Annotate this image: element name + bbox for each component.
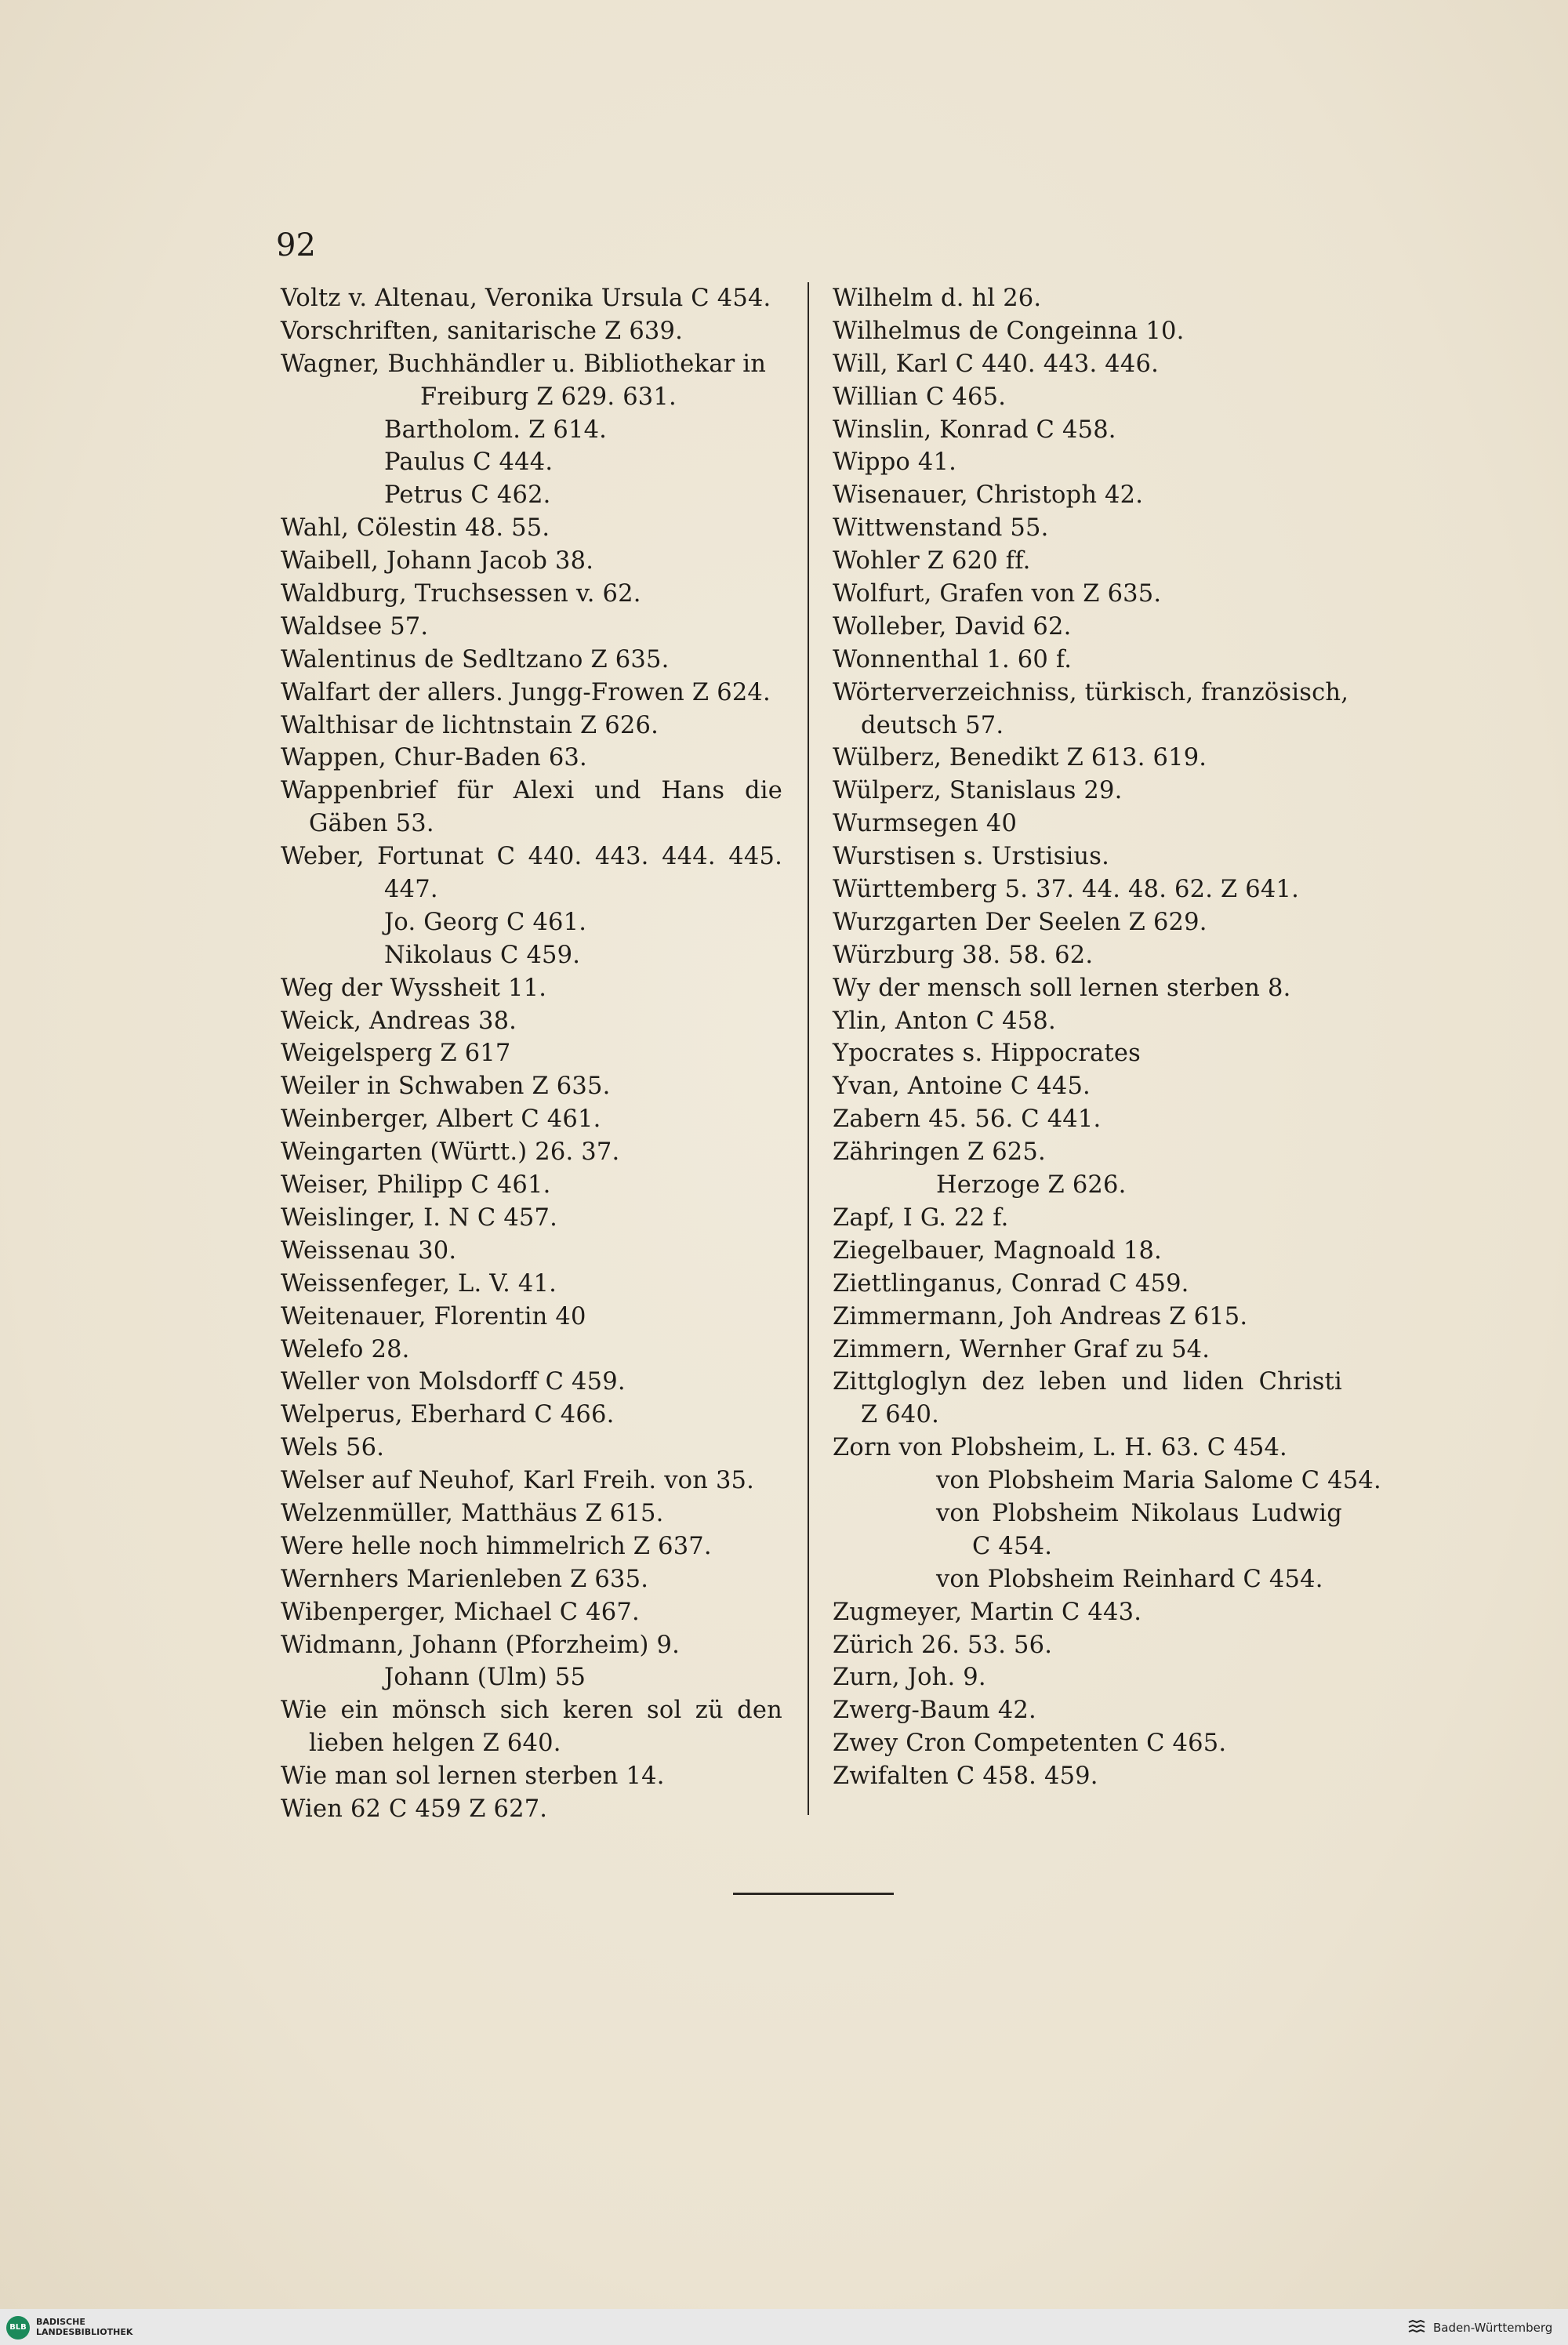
index-entry: Wolfurt, Grafen von Z 635. bbox=[833, 580, 1162, 608]
index-entry: Wörterverzeichniss, türkisch, französisch, bbox=[833, 678, 1349, 706]
index-entry-word: Plobsheim bbox=[992, 1499, 1120, 1527]
index-entry: Wagner, Buchhändler u. Bibliothekar in bbox=[281, 350, 767, 378]
index-entry-word: Christi bbox=[1258, 1368, 1342, 1396]
index-entry: Wurstisen s. Urstisius. bbox=[833, 843, 1110, 871]
index-entry-word: mönsch bbox=[391, 1697, 487, 1725]
index-entry: Weg der Wyssheit 11. bbox=[281, 974, 547, 1002]
index-entry-word: und bbox=[1121, 1368, 1168, 1396]
index-entry: Wurmsegen 40 bbox=[833, 810, 1018, 838]
index-entry: Weigelsperg Z 617 bbox=[281, 1040, 511, 1068]
index-entry: Voltz v. Altenau, Veronika Ursula C 454. bbox=[281, 285, 771, 312]
index-entry: Freiburg Z 629. 631. bbox=[420, 383, 677, 411]
index-entry: Weick, Andreas 38. bbox=[281, 1007, 517, 1035]
index-entry-word: Fortunat bbox=[377, 843, 485, 871]
library-name-line2: LANDESBIBLIOTHEK bbox=[36, 2327, 133, 2337]
index-entry-word: Ludwig bbox=[1250, 1499, 1342, 1527]
library-name bbox=[36, 2317, 132, 2337]
index-entry-word: Hans bbox=[661, 777, 725, 805]
index-entry: Waibell, Johann Jacob 38. bbox=[281, 547, 594, 575]
index-entry: Winslin, Konrad C 458. bbox=[833, 416, 1116, 444]
index-entry: Wien 62 C 459 Z 627. bbox=[281, 1795, 548, 1823]
index-entry: Wy der mensch soll lernen sterben 8. bbox=[833, 974, 1291, 1002]
index-entry-word: Weber, bbox=[281, 843, 365, 871]
index-entry: Petrus C 462. bbox=[384, 481, 551, 510]
index-entry: Wolleber, David 62. bbox=[833, 612, 1072, 641]
index-entry: Will, Karl C 440. 443. 446. bbox=[833, 350, 1160, 378]
index-entry: Zürich 26. 53. 56. bbox=[833, 1631, 1053, 1659]
index-entry-word: Alexi bbox=[513, 777, 575, 805]
index-entry: Zabern 45. 56. C 441. bbox=[833, 1105, 1102, 1134]
index-entry: Zimmermann, Joh Andreas Z 615. bbox=[833, 1302, 1248, 1330]
page-number: 92 bbox=[276, 227, 316, 263]
index-entry: Wappen, Chur-Baden 63. bbox=[281, 744, 587, 772]
index-entry: Wahl, Cölestin 48. 55. bbox=[281, 514, 550, 543]
index-entry: Weissenfeger, L. V. 41. bbox=[281, 1269, 557, 1298]
index-entry: Welperus, Eberhard C 466. bbox=[281, 1401, 615, 1429]
index-entry: Vorschriften, sanitarische Z 639. bbox=[281, 317, 684, 345]
index-entry: Nikolaus C 459. bbox=[384, 941, 581, 969]
index-entry-word: Zittgloglyn bbox=[833, 1368, 967, 1396]
index-entry: Weinberger, Albert C 461. bbox=[281, 1105, 601, 1134]
index-entry: Ylin, Anton C 458. bbox=[833, 1007, 1056, 1035]
index-entry: Ypocrates s. Hippocrates bbox=[833, 1040, 1141, 1068]
index-entry: Zimmern, Wernher Graf zu 54. bbox=[833, 1335, 1210, 1363]
index-entry-word: den bbox=[737, 1697, 782, 1725]
index-entry: Wonnenthal 1. 60 f. bbox=[833, 645, 1073, 673]
index-entry: Welser auf Neuhof, Karl Freih. von 35. bbox=[281, 1467, 755, 1495]
index-entry: Welefo 28. bbox=[281, 1335, 410, 1363]
index-entry: Ziettlinganus, Conrad C 459. bbox=[833, 1269, 1189, 1298]
index-entry: Were helle noch himmelrich Z 637. bbox=[281, 1532, 712, 1560]
state-label[interactable]: Baden-Württemberg bbox=[1433, 2321, 1553, 2335]
index-entry: Walthisar de lichtnstain Z 626. bbox=[281, 711, 659, 739]
index-entry-word: ein bbox=[340, 1697, 379, 1725]
index-entry: Wilhelmus de Congeinna 10. bbox=[833, 317, 1185, 345]
index-entry: Wibenperger, Michael C 467. bbox=[281, 1598, 640, 1626]
index-entry: Wilhelm d. hl 26. bbox=[833, 285, 1042, 312]
index-entry: Weller von Molsdorff C 459. bbox=[281, 1368, 626, 1396]
index-entry: Wisenauer, Christoph 42. bbox=[833, 481, 1144, 510]
index-entry bbox=[833, 1497, 1342, 1530]
viewer-footer bbox=[0, 2309, 1568, 2345]
index-entry-word: dez bbox=[982, 1368, 1025, 1396]
index-entry: von Plobsheim Reinhard C 454. bbox=[936, 1565, 1323, 1593]
index-entry: Weislinger, I. N C 457. bbox=[281, 1203, 558, 1232]
index-entry: Yvan, Antoine C 445. bbox=[833, 1073, 1091, 1101]
index-entry-word: leben bbox=[1039, 1368, 1107, 1396]
index-entry: Bartholom. Z 614. bbox=[384, 416, 608, 444]
index-entry: Widmann, Johann (Pforzheim) 9. bbox=[281, 1631, 681, 1659]
index-entry: Ziegelbauer, Magnoald 18. bbox=[833, 1236, 1162, 1265]
end-rule bbox=[733, 1893, 894, 1895]
index-entry: Wohler Z 620 ff. bbox=[833, 547, 1031, 575]
index-entry: Gäben 53. bbox=[309, 810, 434, 838]
coat-of-arms-icon bbox=[1406, 2318, 1427, 2337]
index-entry: Walentinus de Sedltzano Z 635. bbox=[281, 645, 670, 673]
index-entry-word: C bbox=[496, 843, 516, 871]
index-entry bbox=[281, 840, 782, 873]
index-column-right bbox=[833, 282, 1381, 1793]
index-entry: Weiler in Schwaben Z 635. bbox=[281, 1073, 611, 1101]
index-entry: Waldsee 57. bbox=[281, 612, 429, 641]
index-entry-word: Wie bbox=[281, 1697, 328, 1725]
index-entry: Zurn, Joh. 9. bbox=[833, 1664, 986, 1692]
index-entry: Zähringen Z 625. bbox=[833, 1138, 1046, 1167]
index-entry-word: Wappenbrief bbox=[281, 777, 437, 805]
index-entry: Welzenmüller, Matthäus Z 615. bbox=[281, 1499, 664, 1527]
index-entry-word: keren bbox=[562, 1697, 633, 1725]
index-entry: Wie man sol lernen sterben 14. bbox=[281, 1762, 665, 1791]
index-entry-word: sol bbox=[647, 1697, 682, 1725]
blb-logo-icon[interactable]: BLB bbox=[6, 2316, 30, 2340]
index-entry: Waldburg, Truchsessen v. 62. bbox=[281, 580, 641, 608]
index-entry-word: Nikolaus bbox=[1131, 1499, 1240, 1527]
index-entry: Walfart der allers. Jungg-Frowen Z 624. bbox=[281, 678, 771, 706]
index-entry: Z 640. bbox=[861, 1401, 939, 1429]
library-name-line1: BADISCHE bbox=[36, 2317, 85, 2327]
index-entry-word: 440. bbox=[528, 843, 583, 871]
index-entry: Johann (Ulm) 55 bbox=[384, 1664, 586, 1692]
index-entry: Zwifalten C 458. 459. bbox=[833, 1762, 1098, 1791]
index-entry: deutsch 57. bbox=[861, 711, 1004, 739]
index-entry-word: 445. bbox=[728, 843, 782, 871]
index-entry: von Plobsheim Maria Salome C 454. bbox=[936, 1467, 1381, 1495]
index-entry: Weiser, Philipp C 461. bbox=[281, 1171, 551, 1200]
index-entry-word: für bbox=[456, 777, 493, 805]
index-entry: Wels 56. bbox=[281, 1434, 385, 1462]
index-entry-word: liden bbox=[1182, 1368, 1244, 1396]
index-entry: Willian C 465. bbox=[833, 383, 1007, 411]
index-entry-word: sich bbox=[499, 1697, 550, 1725]
index-entry: Paulus C 444. bbox=[384, 448, 554, 477]
index-entry: Weitenauer, Florentin 40 bbox=[281, 1302, 586, 1330]
index-entry: lieben helgen Z 640. bbox=[309, 1730, 561, 1758]
index-entry: Zugmeyer, Martin C 443. bbox=[833, 1598, 1142, 1626]
index-entry: Herzoge Z 626. bbox=[936, 1171, 1127, 1200]
index-entry: Wülberz, Benedikt Z 613. 619. bbox=[833, 744, 1207, 772]
index-column-left bbox=[281, 282, 782, 1826]
index-entry-word: 443. bbox=[594, 843, 649, 871]
index-entry-word: und bbox=[594, 777, 641, 805]
index-entry: Weingarten (Württ.) 26. 37. bbox=[281, 1138, 620, 1167]
index-entry: Württemberg 5. 37. 44. 48. 62. Z 641. bbox=[833, 876, 1299, 904]
index-entry: Zwey Cron Competenten C 465. bbox=[833, 1730, 1227, 1758]
index-entry-word: von bbox=[936, 1499, 980, 1527]
index-entry-word: 444. bbox=[662, 843, 716, 871]
index-entry: Wittwenstand 55. bbox=[833, 514, 1049, 543]
index-entry bbox=[281, 1694, 782, 1727]
index-entry: Wippo 41. bbox=[833, 448, 956, 477]
index-entry-word: zü bbox=[695, 1697, 724, 1725]
index-entry: C 454. bbox=[972, 1532, 1053, 1560]
index-entry: Zapf, I G. 22 f. bbox=[833, 1203, 1009, 1232]
index-entry: 447. bbox=[384, 876, 438, 904]
index-entry: Weissenau 30. bbox=[281, 1236, 457, 1265]
index-entry-word: die bbox=[745, 777, 782, 805]
index-entry: Zorn von Plobsheim, L. H. 63. C 454. bbox=[833, 1434, 1287, 1462]
index-entry: Jo. Georg C 461. bbox=[384, 908, 587, 936]
index-entry: Würzburg 38. 58. 62. bbox=[833, 941, 1094, 969]
index-entry bbox=[833, 1366, 1342, 1399]
index-entry: Wülperz, Stanislaus 29. bbox=[833, 777, 1123, 805]
index-entry: Zwerg-Baum 42. bbox=[833, 1697, 1036, 1725]
index-entry bbox=[281, 775, 782, 808]
index-entry: Wurzgarten Der Seelen Z 629. bbox=[833, 908, 1207, 936]
index-entry: Wernhers Marienleben Z 635. bbox=[281, 1565, 649, 1593]
column-divider bbox=[808, 282, 809, 1815]
